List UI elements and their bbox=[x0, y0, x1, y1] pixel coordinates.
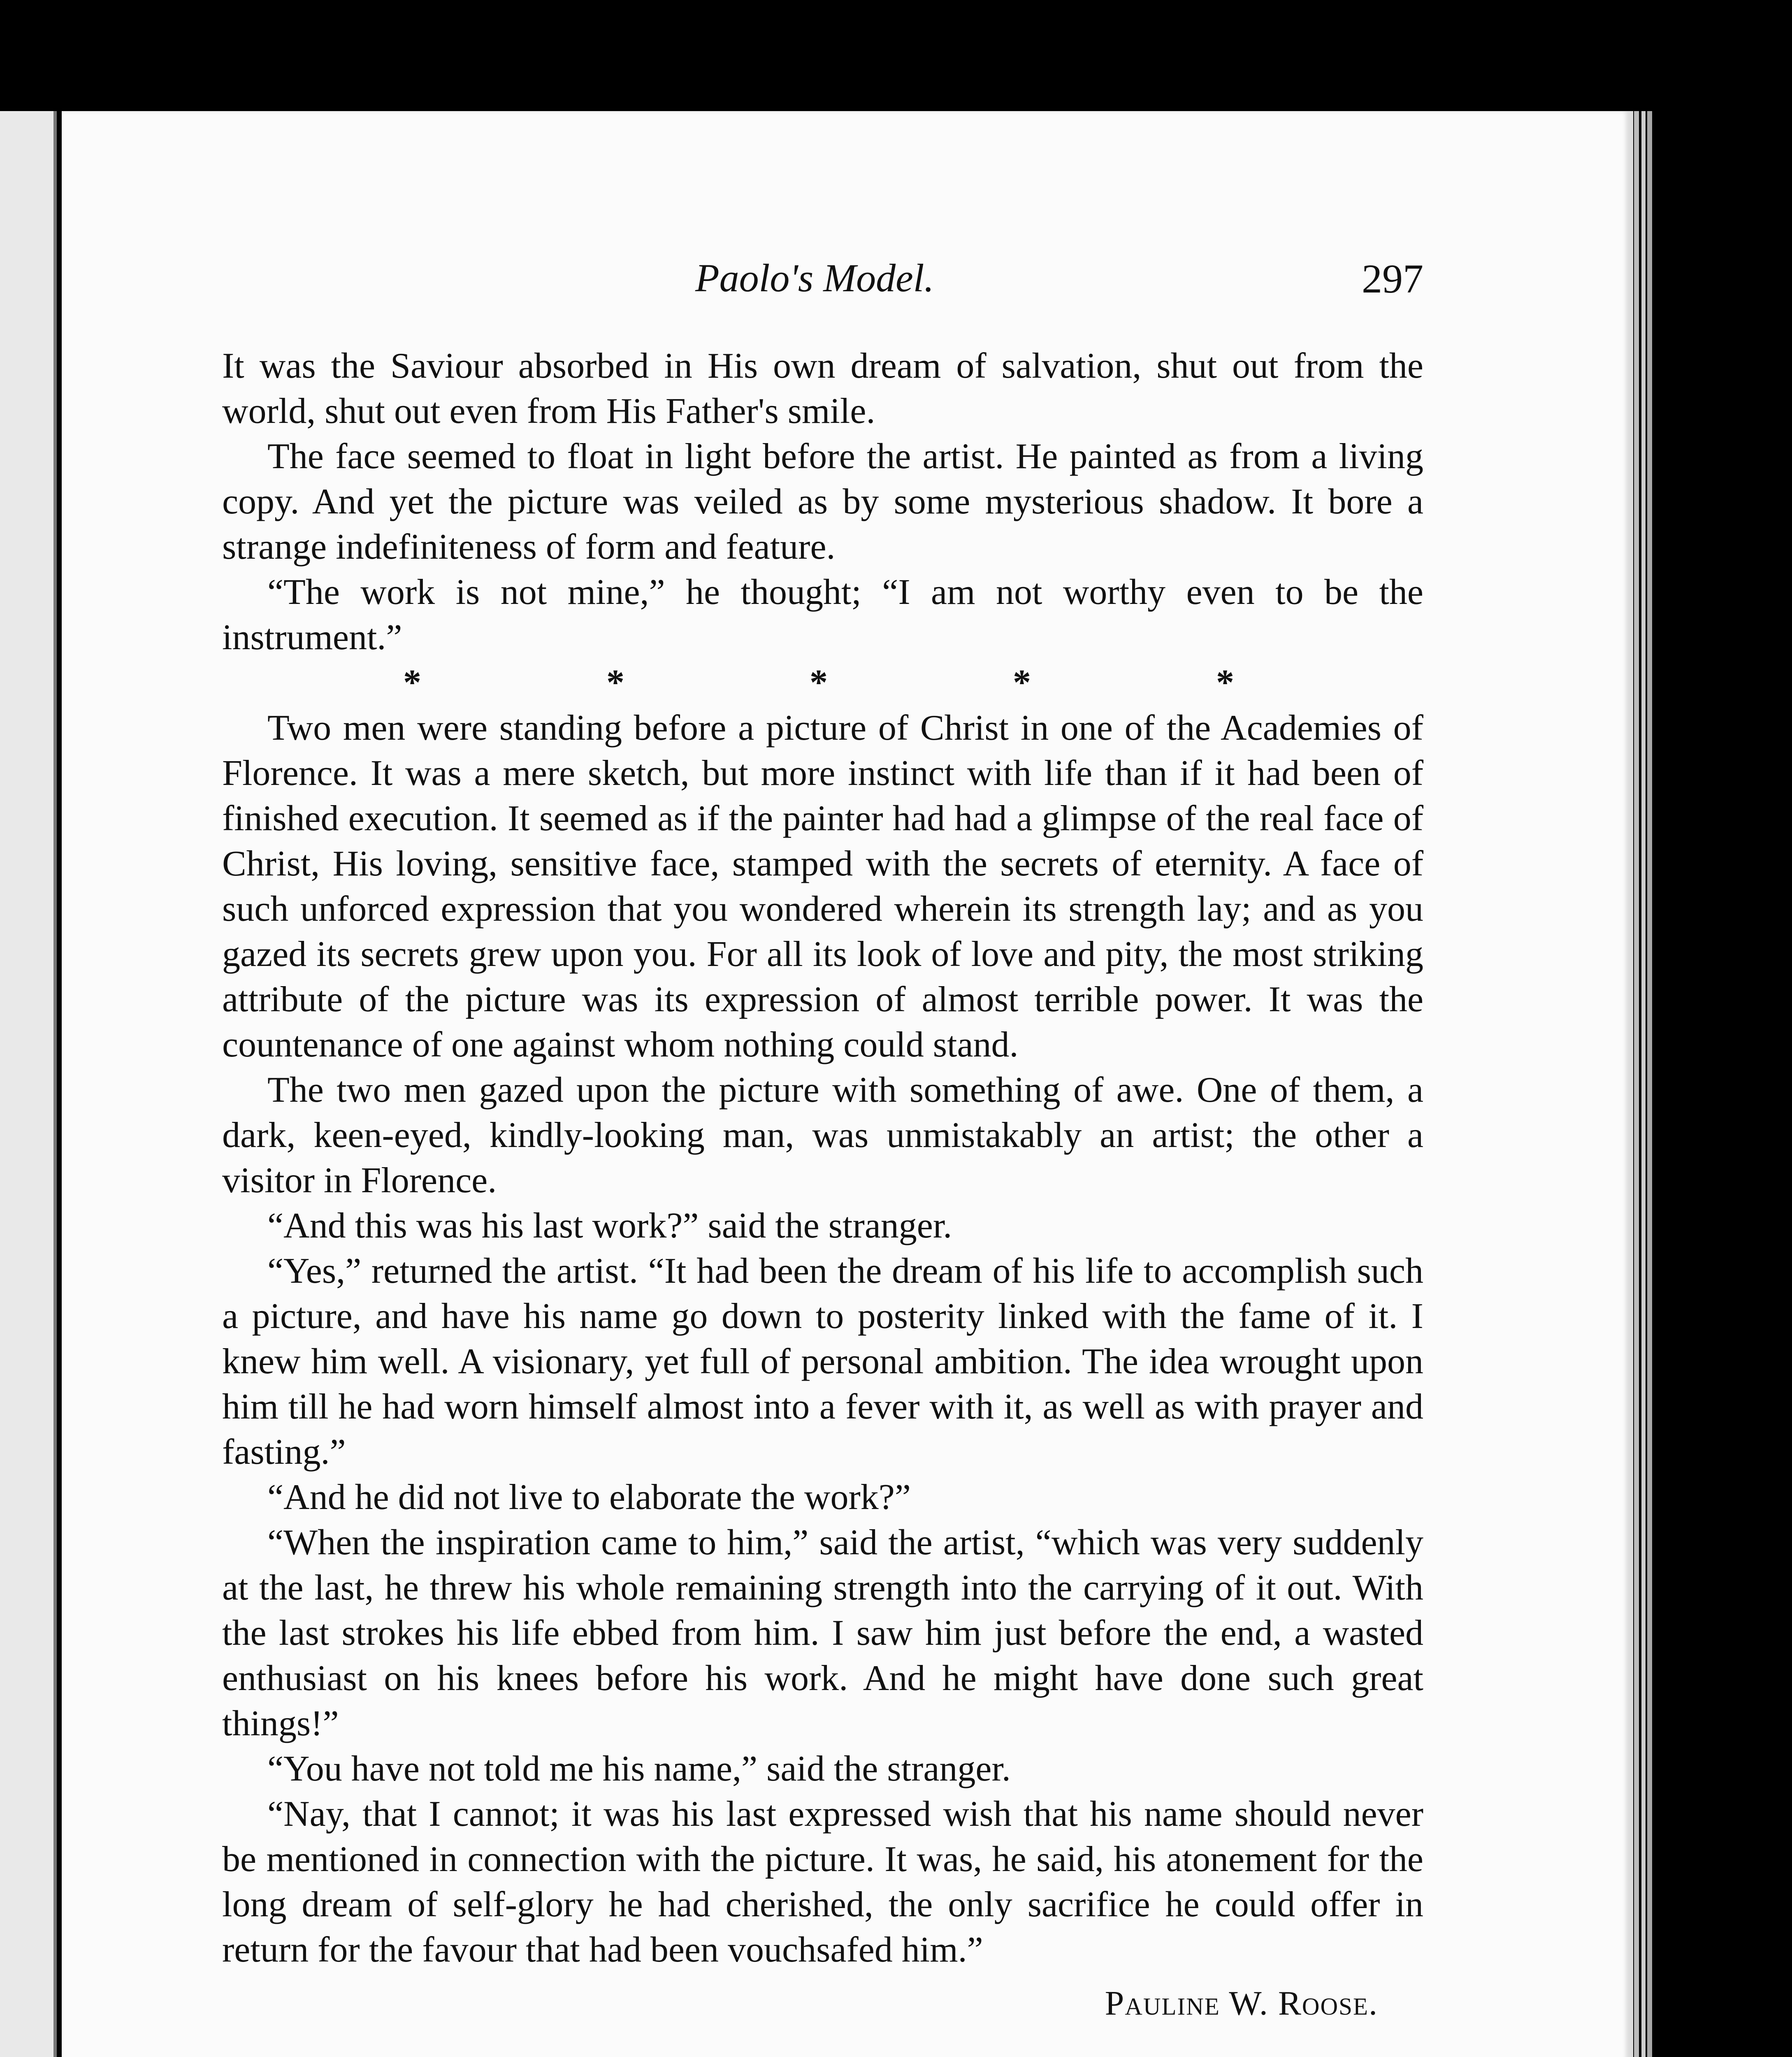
paragraph: “You have not told me his name,” said the stranger. bbox=[267, 1749, 1011, 1789]
asterisk: * bbox=[1013, 663, 1031, 703]
paragraph: Two men were standing before a picture of Christ in one of the Academies of Florence. It was a mere sketch, but more instinct with life than if it had been of finished execution. It seemed as if the painter had had a glimpse of the real face of Christ, His loving, sensitive face, stamped with the secrets of eternity. A face of such unforced expression that you wondered wherein its strength lay; and as you gazed its secrets grew upon you. For all its look of love and pity, the most striking attribute of the picture was its expression of almost terrible power. It was the countenance of one against whom nothing could stand. bbox=[222, 708, 1423, 1065]
asterisk: * bbox=[403, 663, 421, 703]
paragraph: “And this was his last work?” said the stranger. bbox=[267, 1206, 952, 1246]
section-break bbox=[222, 660, 1423, 706]
paragraph: It was the Saviour absorbed in His own dream of salvation, shut out from the world, shut out even from His Father's smile. bbox=[222, 346, 1423, 431]
running-title: Paolo's Model. bbox=[695, 256, 934, 300]
paragraph: “When the inspiration came to him,” said the artist, “which was very suddenly at the last, he threw his whole remaining strength into the carrying of it out. With the last strokes his life ebbed from him. I saw him just before the end, a wasted enthusiast on his knees before his work. And he might have done such great things!” bbox=[222, 1523, 1423, 1744]
page-edge bbox=[1647, 111, 1652, 2057]
page-header bbox=[222, 255, 1423, 309]
author-signature: Pauline W. Roose. bbox=[1105, 1984, 1378, 2022]
paragraph: “And he did not live to elaborate the work?” bbox=[267, 1477, 911, 1517]
paragraph: “The work is not mine,” he thought; “I am not worthy even to be the instrument.” bbox=[222, 572, 1423, 657]
asterisk: * bbox=[1216, 663, 1234, 703]
page-number: 297 bbox=[1362, 256, 1423, 302]
asterisk: * bbox=[606, 663, 624, 703]
previous-page-edge bbox=[0, 111, 57, 2057]
paragraph: “Nay, that I cannot; it was his last expressed wish that his name should never be mentioned in connection with the picture. It was, he said, his atonement for the long dream of self-glory he had cherished, the only sacrifice he could offer in return for the favour that had been vouchsafed him.” bbox=[222, 1794, 1423, 1970]
page-edge bbox=[1634, 111, 1639, 2057]
page-edge bbox=[1641, 111, 1646, 2057]
paragraph: The two men gazed upon the picture with something of awe. One of them, a dark, keen-eyed, kindly-looking man, was unmistakably an artist; the other a visitor in Florence. bbox=[222, 1070, 1423, 1200]
body-text bbox=[222, 344, 1423, 2026]
paragraph: “Yes,” returned the artist. “It had been the dream of his life to accomplish such a picture, and have his name go down to posterity linked with the fame of it. I knew him well. A visionary, yet full of personal ambition. The idea wrought upon him till he had worn himself almost into a fever with it, as well as with prayer and fasting.” bbox=[222, 1251, 1423, 1472]
asterisk: * bbox=[810, 663, 828, 703]
paragraph: The face seemed to float in light before the artist. He painted as from a living copy. And yet the picture was veiled as by some mysterious shadow. It bore a strange indefiniteness of form and feature. bbox=[222, 436, 1423, 567]
